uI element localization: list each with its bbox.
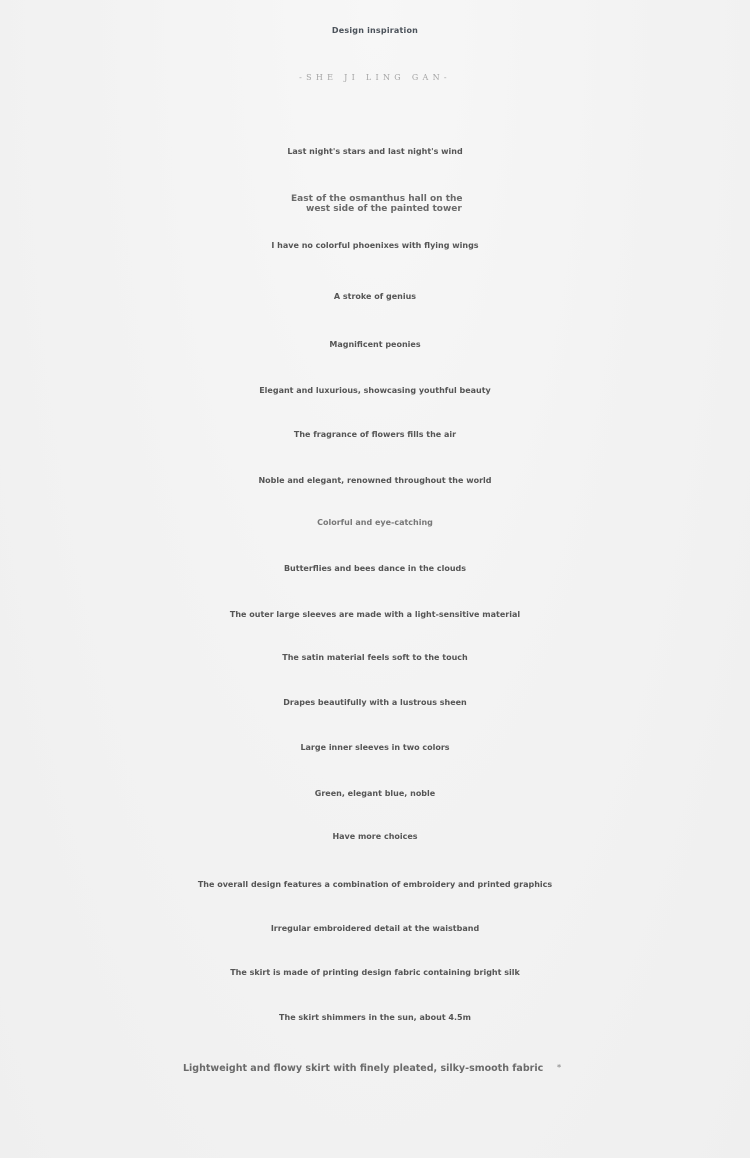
text-line: The outer large sleeves are made with a light-sensitive material	[229, 610, 521, 619]
text-line: Have more choices	[332, 832, 418, 841]
text-line: The overall design features a combination of embroidery and printed graphics	[197, 880, 553, 889]
text-line: Elegant and luxurious, showcasing youthful beauty	[259, 386, 491, 395]
text-line: Last night's stars and last night's wind	[287, 147, 463, 156]
text-line: The skirt is made of printing design fabric containing bright silk	[230, 968, 520, 977]
page-subtitle: -SHE JI LING GAN-	[299, 73, 451, 82]
footer-note: Lightweight and flowy skirt with finely pleated, silky-smooth fabric	[183, 1063, 544, 1074]
page-title: Design inspiration	[331, 26, 419, 35]
text-line: Large inner sleeves in two colors	[300, 743, 450, 752]
text-line-highlight: Colorful and eye-catching	[317, 518, 433, 527]
small-note-line-2: west side of the painted tower	[306, 204, 462, 214]
text-line: The skirt shimmers in the sun, about 4.5m	[279, 1013, 471, 1022]
text-line: The satin material feels soft to the touch	[282, 653, 468, 662]
footer-mark: *	[557, 1063, 562, 1072]
small-note-line-1: East of the osmanthus hall on the	[291, 194, 463, 204]
text-line: Green, elegant blue, noble	[314, 789, 436, 798]
text-line: I have no colorful phoenixes with flying wings	[271, 241, 479, 250]
text-line: Irregular embroidered detail at the waistband	[270, 924, 480, 933]
text-line: Magnificent peonies	[329, 340, 421, 349]
text-line: The fragrance of flowers fills the air	[293, 430, 457, 439]
text-line: Butterflies and bees dance in the clouds	[283, 564, 467, 573]
text-line: Drapes beautifully with a lustrous sheen	[283, 698, 467, 707]
text-line: A stroke of genius	[333, 292, 417, 301]
text-line: Noble and elegant, renowned throughout the world	[258, 476, 492, 485]
